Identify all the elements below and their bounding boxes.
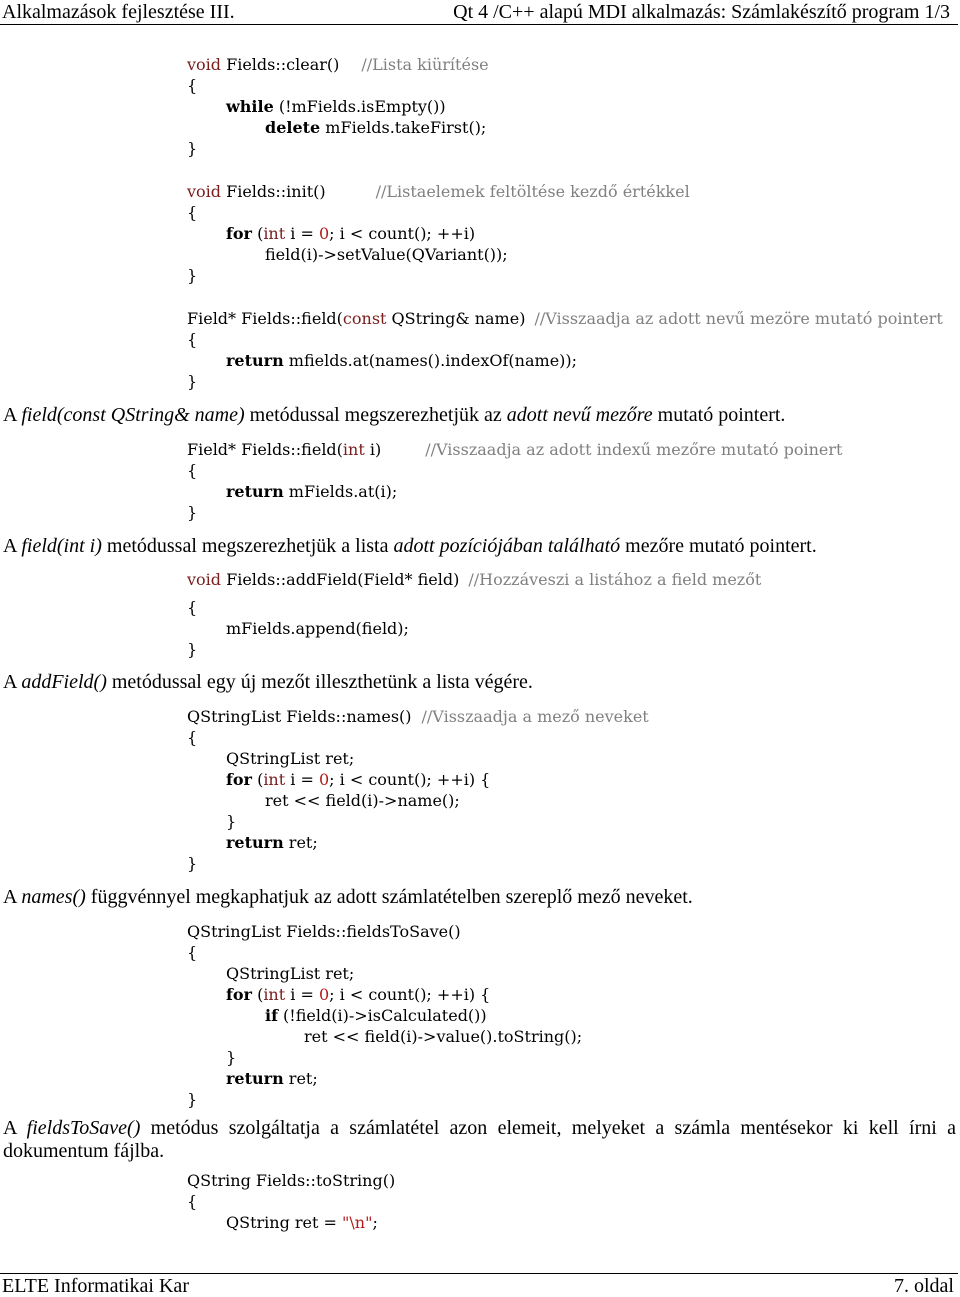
code-token: Field* Fields::field( [187,309,343,328]
code-brace: } [187,266,198,285]
code-brace: { [187,728,198,747]
code-line: QStringList ret; [226,749,355,768]
code-keyword: if [265,1006,278,1025]
code-line: mFields.append(field); [226,619,409,638]
code-block-init [187,181,690,286]
code-number: 0 [318,224,330,243]
code-token: QString ret = [226,1213,343,1232]
code-token: ; i < count(); ++i) { [329,770,491,789]
code-token: i) [364,440,382,459]
code-comment: //Visszaadja a mező neveket [421,707,649,726]
code-token: int [263,224,286,243]
text-italic: field(int i) [21,535,102,557]
text-run: mezőre mutató pointert. [620,535,817,557]
code-keyword: return [226,833,284,852]
code-token: void [187,570,222,589]
code-keyword: while [226,97,274,116]
code-token: Field* Fields::field( [187,440,343,459]
text-run: A [3,535,22,557]
paragraph-addfield [3,671,533,694]
code-brace: } [187,1090,198,1109]
text-run: A [3,1117,27,1139]
footer-institution: ELTE Informatikai Kar [2,1275,189,1297]
code-token: int [263,985,286,1004]
text-run: A [3,404,22,426]
code-token: ( [251,224,264,243]
text-italic: fieldsToSave() [26,1117,141,1139]
page-footer [0,1273,958,1296]
code-brace: { [187,598,198,617]
code-number: 0 [318,770,330,789]
code-block-clear [187,54,489,159]
code-line: ret << field(i)->value().toString(); [304,1027,583,1046]
code-token: ( [251,985,264,1004]
code-block-tostring [187,1170,395,1233]
code-token: QStringList Fields::names() [187,707,412,726]
code-token: void [187,182,222,201]
code-string: "\n" [342,1213,373,1232]
code-token: const [342,309,387,328]
paragraph-field-name [3,404,785,427]
code-block-names [187,706,649,874]
code-brace: } [187,372,198,391]
text-run: metódussal megszerezhetjük a lista [101,535,394,557]
paragraph-fieldstosave [3,1117,956,1163]
code-brace: } [226,1048,237,1067]
text-run: metódussal megszerezhetjük az [244,404,507,426]
code-token: i = [285,985,319,1004]
code-keyword: for [226,985,252,1004]
code-brace: } [187,854,198,873]
code-token: i = [285,770,319,789]
code-line: ret << field(i)->name(); [265,791,460,810]
code-block-addfield [187,569,761,660]
code-token: (!field(i)->isCalculated()) [277,1006,487,1025]
code-brace: } [187,503,198,522]
code-token: (!mFields.isEmpty()) [273,97,446,116]
code-token: ret; [283,833,318,852]
code-brace: { [187,943,198,962]
text-italic: field(const QString& name) [21,404,245,426]
code-token: Fields::addField(Field* field) [221,570,460,589]
paragraph-names [3,886,693,909]
code-token: i = [285,224,319,243]
code-brace: } [187,139,198,158]
text-italic: adott nevű mezőre [506,404,653,426]
code-comment: //Lista kiürítése [361,55,489,74]
page-header [0,0,958,25]
text-run: mutató pointert. [652,404,786,426]
code-comment: //Visszaadja az adott indexű mezőre mutató poinert [425,440,843,459]
code-token: int [263,770,286,789]
code-token: QString& name) [386,309,526,328]
code-keyword: return [226,482,284,501]
code-block-field-int [187,439,842,523]
code-token: int [342,440,365,459]
code-token: ; i < count(); ++i) [329,224,476,243]
code-token: void [187,55,222,74]
code-brace: { [187,461,198,480]
code-keyword: delete [265,118,321,137]
code-keyword: for [226,770,252,789]
code-keyword: return [226,351,284,370]
code-brace: { [187,330,198,349]
paragraph-field-int [3,535,817,558]
code-brace: { [187,76,198,95]
code-token: ( [251,770,264,789]
header-course-title: Alkalmazások fejlesztése III. [2,1,235,23]
code-comment: //Hozzáveszi a listához a field mezőt [468,570,762,589]
text-run: metódussal egy új mezőt illeszthetünk a lista végére. [106,671,533,693]
code-token: ; i < count(); ++i) { [329,985,491,1004]
code-brace: { [187,1192,198,1211]
text-run: függvénnyel megkaphatjuk az adott számlatételben szereplő mező neveket. [85,886,693,908]
code-block-field-name [187,308,943,392]
code-brace: { [187,203,198,222]
code-token: mFields.at(i); [283,482,398,501]
code-number: 0 [318,985,330,1004]
code-comment: //Visszaadja az adott nevű mezöre mutató pointert [534,309,943,328]
text-italic: addField() [21,671,107,693]
code-line: QString Fields::toString() [187,1171,396,1190]
code-line: field(i)->setValue(QVariant()); [265,245,508,264]
code-token: ; [372,1213,378,1232]
code-keyword: for [226,224,252,243]
code-block-fieldstosave [187,921,582,1110]
text-run: metódus szolgáltatja a számlatétel azon elemeit, melyeket a számla mentésekor ki kell írni a dokumentum fájlba. [3,1117,956,1162]
code-line: QStringList Fields::fieldsToSave() [187,922,461,941]
code-token: mFields.takeFirst(); [320,118,487,137]
code-token: ret; [283,1069,318,1088]
code-token: mfields.at(names().indexOf(name)); [283,351,578,370]
code-line: QStringList ret; [226,964,355,983]
text-italic: adott pozíciójában található [393,535,621,557]
code-comment: //Listaelemek feltöltése kezdő értékkel [375,182,690,201]
text-run: A [3,671,22,693]
header-chapter-title: Qt 4 /C++ alapú MDI alkalmazás: Számlakészítő program 1/3 [453,1,950,23]
footer-page-number: 7. oldal [894,1275,954,1297]
code-brace: } [187,640,198,659]
code-token: Fields::init() [221,182,326,201]
text-italic: names() [21,886,86,908]
code-token: Fields::clear() [221,55,340,74]
code-keyword: return [226,1069,284,1088]
text-run: A [3,886,22,908]
code-brace: } [226,812,237,831]
